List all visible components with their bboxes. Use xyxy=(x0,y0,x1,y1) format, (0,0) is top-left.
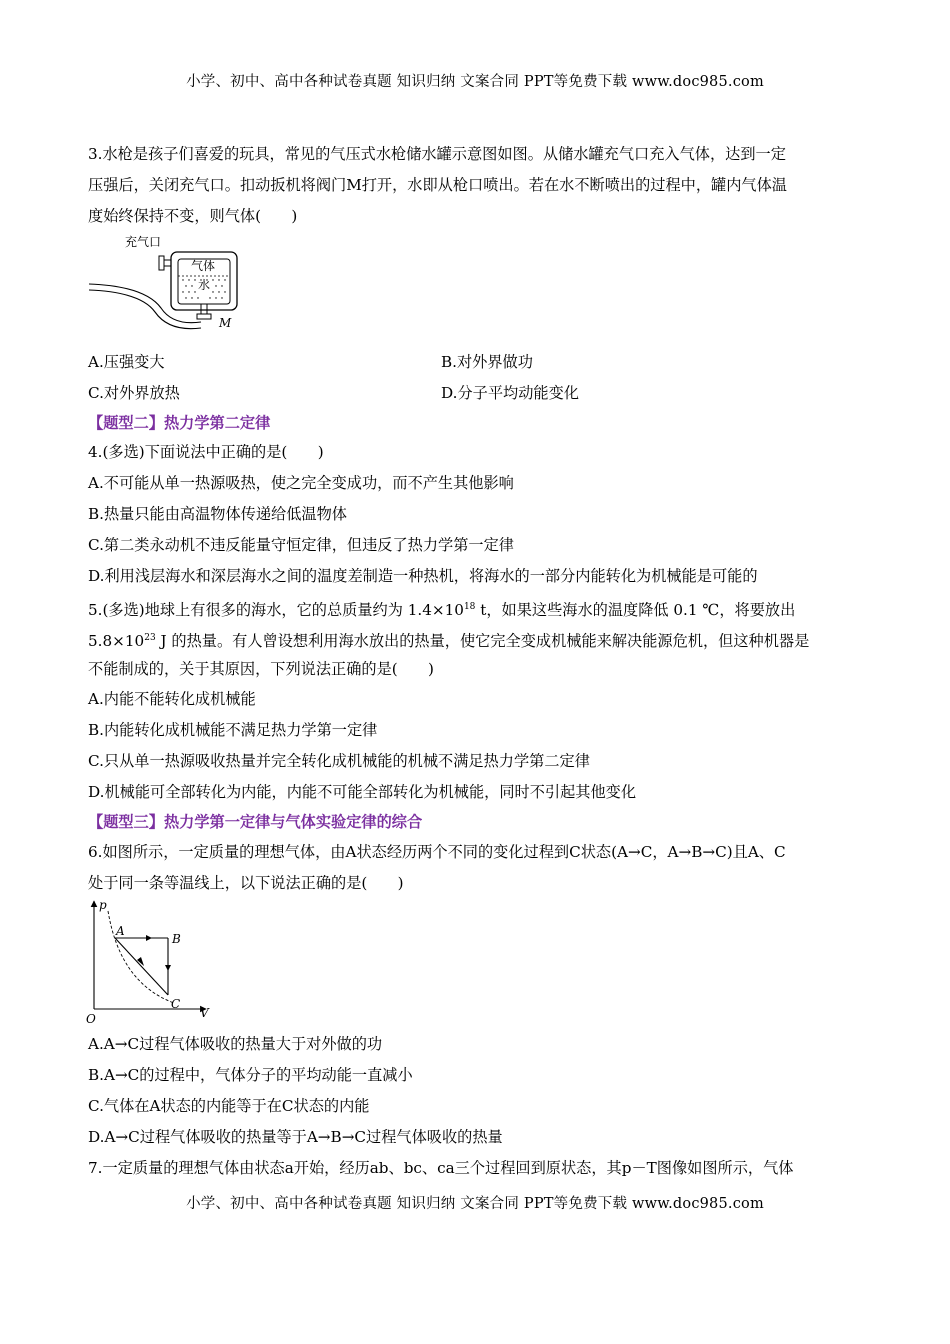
q7-line-1: 7.一定质量的理想气体由状态a开始，经历ab、bc、ca三个过程回到原状态，其p－T图像如图所示，气体 xyxy=(88,1159,794,1177)
point-c-label: C xyxy=(171,997,181,1011)
valve-label: M xyxy=(219,316,232,330)
point-a-label: A xyxy=(116,924,125,938)
q5-exponent-1: 18 xyxy=(463,602,476,612)
origin-label: O xyxy=(86,1012,96,1025)
q6-line-2: 处于同一条等温线上，以下说法正确的是( ) xyxy=(88,874,404,892)
q5-exponent-2: 23 xyxy=(144,633,156,643)
p-v-diagram xyxy=(84,897,214,1025)
section-heading-2: 【题型二】热力学第二定律 xyxy=(88,414,271,432)
q5-line-1-a: 5.(多选)地球上有很多的海水，它的总质量约为 1.4×10 xyxy=(88,601,464,620)
q5-line-2-a: 5.8×10 xyxy=(88,632,145,651)
arrow-a-to-b xyxy=(146,935,152,941)
q5-line-3: 不能制成的，关于其原因，下列说法正确的是( ) xyxy=(88,660,434,678)
q3-line-3: 度始终保持不变，则气体( ) xyxy=(88,207,298,225)
q4-stem: 4.(多选)下面说法中正确的是( ) xyxy=(88,443,324,461)
v-axis-label: V xyxy=(200,1006,209,1020)
q5-line-2 xyxy=(88,628,809,651)
q6-option-c: C.气体在A状态的内能等于在C状态的内能 xyxy=(88,1097,370,1115)
gas-label: 气体 xyxy=(191,259,216,273)
page-header: 小学、初中、高中各种试卷真题 知识归纳 文案合同 PPT等免费下载 www.doc985.com xyxy=(186,74,764,90)
inlet-valve xyxy=(159,256,164,270)
q3-option-c: C.对外界放热 xyxy=(88,384,180,402)
q3-option-b: B.对外界做功 xyxy=(441,353,533,371)
q4-option-d: D.利用浅层海水和深层海水之间的温度差制造一种热机，将海水的一部分内能转化为机械能是可能的 xyxy=(88,567,758,585)
q6-option-a: A.A→C过程气体吸收的热量大于对外做的功 xyxy=(88,1035,383,1053)
q4-option-c: C.第二类永动机不违反能量守恒定律，但违反了热力学第一定律 xyxy=(88,536,514,554)
q4-option-a: A.不可能从单一热源吸热，使之完全变成功，而不产生其他影响 xyxy=(88,474,514,492)
q6-option-b: B.A→C的过程中，气体分子的平均动能一直减小 xyxy=(88,1066,413,1084)
p-axis-label: p xyxy=(99,898,107,912)
q3-line-1: 3.水枪是孩子们喜爱的玩具，常见的气压式水枪储水罐示意图如图。从储水罐充气口充入气体，达到一定 xyxy=(88,145,786,163)
q5-option-d: D.机械能可全部转化为内能，内能不可能全部转化为机械能，同时不引起其他变化 xyxy=(88,783,637,801)
page-footer: 小学、初中、高中各种试卷真题 知识归纳 文案合同 PPT等免费下载 www.doc985.com xyxy=(186,1196,764,1212)
point-b-label: B xyxy=(172,932,181,946)
q5-option-a: A.内能不能转化成机械能 xyxy=(88,690,256,708)
q4-option-b: B.热量只能由高温物体传递给低温物体 xyxy=(88,505,347,523)
q6-line-1: 6.如图所示，一定质量的理想气体，由A状态经历两个不同的变化过程到C状态(A→C，A→B→C)且A、C xyxy=(88,843,786,861)
q5-option-b: B.内能转化成机械能不满足热力学第一定律 xyxy=(88,721,378,739)
outlet-valve xyxy=(197,314,211,319)
inlet-label: 充气口 xyxy=(125,235,162,249)
q3-line-2: 压强后，关闭充气口。扣动扳机将阀门M打开，水即从枪口喷出。若在水不断喷出的过程中，罐内气体温 xyxy=(88,176,787,194)
q3-option-d: D.分子平均动能变化 xyxy=(441,384,579,402)
water-label: 水 xyxy=(198,278,211,292)
q5-line-1-b: t，如果这些海水的温度降低 0.1 ℃，将要放出 xyxy=(475,601,796,620)
q3-option-a: A.压强变大 xyxy=(88,353,165,371)
arrow-b-to-c xyxy=(165,965,171,971)
section-heading-3: 【题型三】热力学第一定律与气体实验定律的综合 xyxy=(88,813,423,831)
q6-option-d: D.A→C过程气体吸收的热量等于A→B→C过程气体吸收的热量 xyxy=(88,1128,503,1146)
q5-line-2-b: J 的热量。有人曾设想利用海水放出的热量，使它完全变成机械能来解决能源危机，但这种机器是 xyxy=(155,632,810,651)
gun-barrel-tube-inner xyxy=(89,290,201,329)
process-a-to-c xyxy=(115,938,168,995)
water-gun-tank-figure xyxy=(85,232,245,337)
q5-line-1 xyxy=(88,597,795,620)
q5-option-c: C.只从单一热源吸收热量并完全转化成机械能的机械不满足热力学第二定律 xyxy=(88,752,590,770)
